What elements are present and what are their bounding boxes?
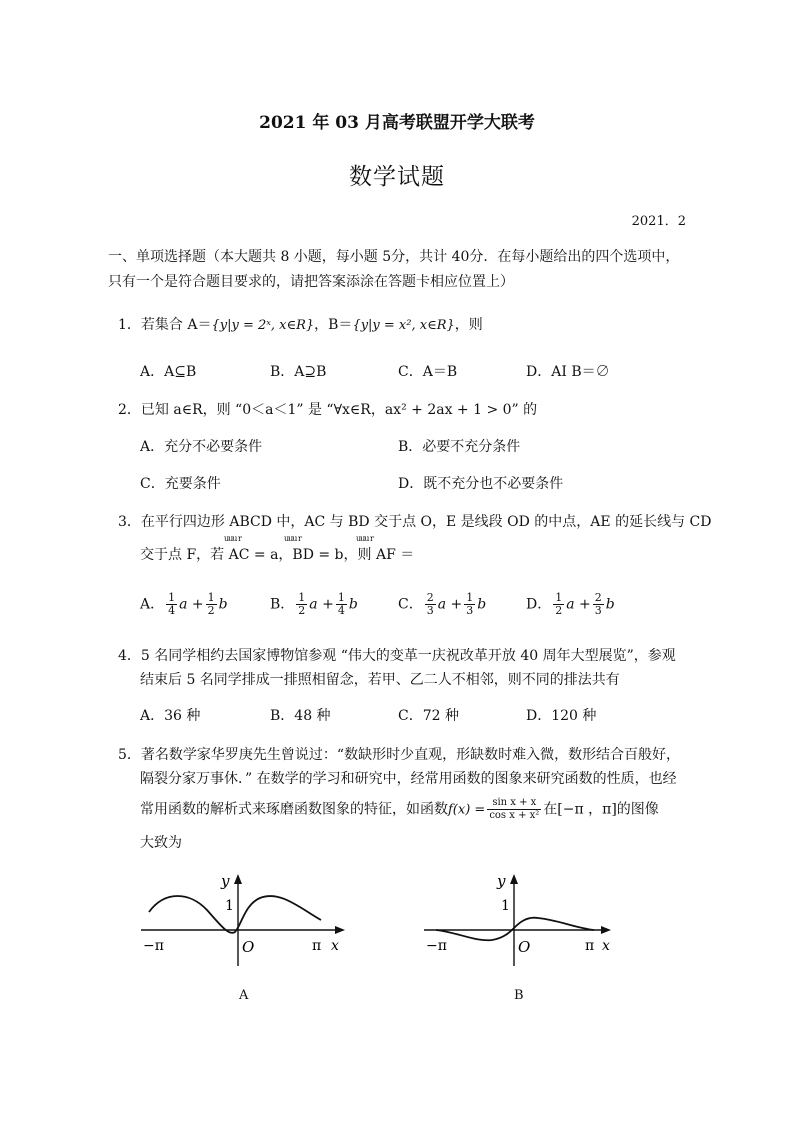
question-4-line1: 4．5 名同学相约去国家博物馆参观 “伟大的变革一庆祝改革开放 40 周年大型展览”，参观: [118, 648, 676, 664]
graph-a-neg-pi-label: −π: [143, 938, 164, 954]
q5-line3-interval: 在[−π ，π]的图像: [543, 801, 659, 818]
q1-set-b: {y|y = x², x∈R}: [352, 318, 455, 333]
graph-a-y-arrow: [234, 874, 242, 884]
q3-option-a-label: A．: [140, 596, 165, 613]
q3-b-n1: 1: [298, 591, 306, 604]
graph-a-caption: A: [239, 988, 249, 1003]
graph-b-origin-label: O: [518, 938, 531, 956]
q3-a-s1: a +: [179, 596, 204, 613]
q1-tail: ，则: [454, 317, 483, 333]
q3-a-d2: 2: [207, 604, 215, 617]
q1-stem-a: 1．若集合 A＝: [118, 317, 212, 333]
q3-option-d-frac2: [593, 592, 604, 617]
q3-c-n2: 1: [466, 591, 474, 604]
graph-b-x-arrow: [601, 926, 611, 934]
q3-b-d2: 4: [337, 604, 345, 617]
q1-option-d: D．AI B＝∅: [526, 364, 610, 380]
q3-vector-mark-bd: uuu r: [284, 534, 301, 543]
q3-d-n2: 2: [594, 591, 602, 604]
q3-c-d2: 3: [466, 604, 474, 617]
q5-function-name: f(x) =: [448, 802, 486, 818]
graph-b-y-arrow: [510, 874, 518, 884]
q5-fraction-denominator: cos x + x²: [489, 810, 540, 821]
question-3-line2: 交于点 F，若 AC = a，BD = b，则 AF ＝: [140, 547, 415, 563]
q3-option-c-frac1: [425, 592, 436, 617]
q3-a-n1: 1: [168, 591, 176, 604]
q3-option-c: [398, 592, 486, 617]
question-5-line1: 5．著名数学家华罗庚先生曾说过：“数缺形时少直观，形缺数时难入微，数形结合百般好，: [118, 747, 681, 763]
q3-b-s2: b: [348, 596, 358, 613]
q3-option-b-frac1: [296, 592, 307, 617]
q3-a-n2: 1: [207, 591, 215, 604]
q1-set-a: {y|y = 2ˣ, x∈R}: [211, 318, 315, 333]
q3-vector-mark-ac: uuu r: [224, 534, 241, 543]
q3-c-s1: a +: [437, 596, 463, 613]
q3-option-d-label: D．: [526, 596, 552, 613]
graph-a-x-arrow: [335, 926, 345, 934]
exam-title: 2021 年 03 月高考联盟开学大联考: [259, 113, 535, 133]
q3-option-a-frac1: [166, 592, 177, 617]
q3-d-d1: 2: [555, 604, 563, 617]
q3-option-c-label: C．: [398, 596, 423, 613]
q1-option-a: A．A⊆B: [140, 364, 197, 380]
section-instructions-line2: 只有一个是符合题目要求的，请把答案添涂在答题卡相应位置上）: [108, 274, 514, 290]
graph-a-curve: [149, 896, 321, 933]
exam-subtitle: 数学试题: [349, 164, 445, 190]
graph-b-x-label: x: [602, 938, 610, 954]
q3-c-n1: 2: [426, 591, 434, 604]
q3-b-n2: 1: [337, 591, 345, 604]
graph-b-one-label: 1: [501, 898, 510, 914]
q5-function-fraction: [487, 797, 541, 822]
q3-option-b-frac2: [336, 592, 347, 617]
q3-option-c-frac2: [464, 592, 475, 617]
q1-mid: ，B＝: [314, 317, 353, 333]
graph-a-one-label: 1: [225, 898, 234, 914]
graph-b-neg-pi-label: −π: [426, 938, 447, 954]
graph-a-origin-label: O: [242, 938, 255, 956]
graph-b-pos-pi-label: π: [585, 938, 595, 954]
q3-c-s2: b: [477, 596, 487, 613]
q3-option-a: [140, 592, 228, 617]
q3-d-s2: b: [605, 596, 615, 613]
question-5-line3: [140, 797, 659, 822]
q3-option-b-label: B．: [270, 596, 295, 613]
q3-b-d1: 2: [298, 604, 306, 617]
q5-line3-text: 常用函数的解析式来琢磨函数图象的特征，如函数: [140, 801, 448, 818]
question-5-line4: 大致为: [140, 835, 182, 851]
q3-option-d: [526, 592, 615, 617]
q2-option-c: C．充要条件: [140, 476, 221, 492]
q3-a-s2: b: [218, 596, 228, 613]
graph-a-pos-pi-label: π: [312, 938, 322, 954]
q1-option-c: C．A＝B: [398, 364, 458, 380]
q3-vector-mark-af: uuu r: [356, 534, 373, 543]
q3-c-d1: 3: [426, 604, 434, 617]
q3-d-d2: 3: [594, 604, 602, 617]
question-1-stem: [118, 315, 483, 336]
graph-a-y-label: y: [221, 872, 230, 890]
question-5-line2: 隔裂分家万事休．” 在数学的学习和研究中，经常用函数的图象来研究函数的性质，也经: [140, 771, 677, 787]
graph-a-x-label: x: [331, 938, 339, 954]
question-4-line2: 结束后 5 名同学排成一排照相留念，若甲、乙二人不相邻，则不同的排法共有: [140, 672, 620, 688]
question-2-stem: 2．已知 a∈R，则 “0＜a＜1” 是 “∀x∈R，ax² + 2ax + 1 > 0” 的: [118, 402, 538, 418]
exam-date: 2021．2: [631, 214, 686, 229]
q3-d-n1: 1: [555, 591, 563, 604]
graph-b-caption: B: [514, 988, 524, 1003]
q1-option-b: B．A⊇B: [270, 364, 327, 380]
graph-b-curve: [436, 918, 594, 941]
q4-option-d: D．120 种: [526, 708, 597, 724]
q3-option-d-frac1: [553, 592, 564, 617]
q4-option-c: C．72 种: [398, 708, 459, 724]
q3-option-a-frac2: [206, 592, 217, 617]
q3-option-b: [270, 592, 358, 617]
section-instructions-line1: 一、单项选择题（本大题共 8 小题，每小题 5分，共计 40分．在每小题给出的四个选项中，: [108, 249, 680, 265]
q4-option-a: A．36 种: [140, 708, 201, 724]
q2-option-b: B．必要不充分条件: [398, 439, 521, 455]
q4-option-b: B．48 种: [270, 708, 331, 724]
graph-a: [135, 868, 350, 970]
graph-b: [418, 868, 623, 970]
q3-d-s1: a +: [566, 596, 591, 613]
q3-b-s1: a +: [309, 596, 334, 613]
q3-a-d1: 4: [168, 604, 176, 617]
q2-option-a: A．充分不必要条件: [140, 439, 263, 455]
q5-fraction-numerator: sin x + x: [487, 797, 541, 810]
question-3-line1: 3．在平行四边形 ABCD 中，AC 与 BD 交于点 O，E 是线段 OD 的中点，AE 的延长线与 CD: [118, 514, 712, 530]
graph-b-y-label: y: [497, 872, 506, 890]
q2-option-d: D．既不充分也不必要条件: [398, 476, 564, 492]
